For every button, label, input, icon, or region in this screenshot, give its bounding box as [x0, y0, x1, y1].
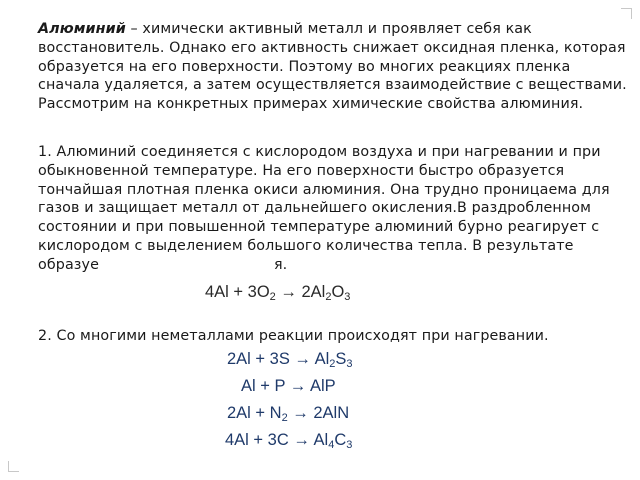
slide-frame-corner	[8, 461, 19, 472]
intro-paragraph	[38, 20, 628, 114]
oxygen-paragraph	[38, 143, 628, 275]
intro-text: – химически активный металл и проявляет себя как восстановитель. Однако его активность снижает оксидная пленка, которая образуется на его поверхности. Поэтому во многих реакциях пленка сначала удаляется, а затем осуществляется взаимодействие с веществами. Рассмотрим на конкретных примерах химические свойства алюминия.	[38, 21, 627, 113]
equation-al-sulfur: $2Al + 3S \to Al_2S_3$	[227, 350, 353, 370]
equation-al-oxygen: $4Al + 3O_2 \to 2Al_2O_3$	[205, 283, 351, 303]
equation-al-phosphorus: Al + P → AlP	[241, 377, 336, 395]
oxygen-text-end: я.	[273, 256, 288, 273]
nonmetals-text: 2. Со многими неметаллами реакции происходят при нагревании.	[38, 328, 549, 344]
oxygen-text: 1. Алюминий соединяется с кислородом воздуха и при нагревании и при обыкновенной температуре. На его поверхности быстро образуется тончайшая плотная пленка окиси алюминия. Она трудно проницаема для газов и защищает металл от дальнейшего окисления.В раздробленном состоянии и при повышенной температуре алюминий бурно реагирует с кислородом с выделением большого количества тепла. В результате образуе	[38, 144, 610, 273]
nonmetals-paragraph	[38, 327, 628, 346]
equation-al-carbon: $4Al + 3C \to Al_4C_3$	[225, 431, 353, 451]
term-aluminium: Алюминий	[38, 21, 126, 37]
equation-al-nitrogen: $2Al + N_2 \to 2AlN$	[227, 404, 350, 424]
slide-frame-corner	[621, 8, 632, 19]
